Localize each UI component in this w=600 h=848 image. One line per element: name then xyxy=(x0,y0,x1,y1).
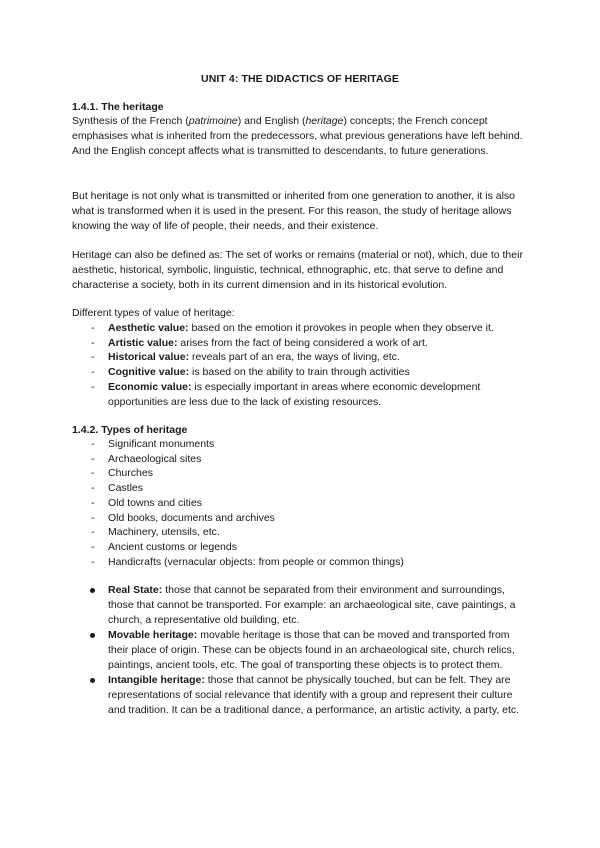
category-desc: those that cannot be physically touched, but can be felt. They are representations of social relevance that identify with a group and represent their culture and tradition. It can be a traditional dance, a performance, an artistic activity, a party, etc. xyxy=(108,674,520,716)
dash-marker: - xyxy=(91,482,95,495)
heritage-categories-list xyxy=(72,583,530,718)
dash-marker: - xyxy=(91,496,95,509)
dash-marker: - xyxy=(91,540,95,553)
dash-marker: - xyxy=(91,526,95,539)
list-item xyxy=(72,452,530,467)
paragraph-text: Synthesis of the French ( xyxy=(72,115,189,127)
bullet-marker xyxy=(90,633,95,638)
category-term: Intangible heritage: xyxy=(108,674,205,686)
list-item-text: Old books, documents and archives xyxy=(108,511,275,524)
dash-marker: - xyxy=(91,336,95,349)
italic-term-heritage: heritage xyxy=(305,115,344,127)
list-item-text: Machinery, utensils, etc. xyxy=(108,526,220,539)
list-item-historical-value xyxy=(72,350,530,365)
value-term: Historical value: xyxy=(108,351,190,364)
value-desc: based on the emotion it provokes in people when they observe it. xyxy=(188,322,494,334)
list-item-text: Castles xyxy=(108,482,144,495)
dash-marker: - xyxy=(91,366,95,379)
values-intro: Different types of value of heritage: xyxy=(72,307,235,319)
dash-marker: - xyxy=(91,511,95,524)
list-item xyxy=(72,437,530,452)
list-item xyxy=(72,511,530,526)
section-heading-heritage: 1.4.1. The heritage xyxy=(72,101,164,113)
value-term: Economic value: xyxy=(108,380,192,393)
dash-marker: - xyxy=(91,380,95,393)
paragraph-definition: Heritage can also be defined as: The set of works or remains (material or not), which, due to their aesthetic, historical, symbolic, linguistic, technical, ethnographic, etc. that serve to define and characterise a society, both in its current dimension and in its historical evolution. xyxy=(72,249,523,291)
list-item xyxy=(72,481,530,496)
value-term: Cognitive value: xyxy=(108,366,190,379)
list-item-text: Handicrafts (vernacular objects: from people or common things) xyxy=(108,555,404,568)
list-item xyxy=(72,466,530,481)
category-term: Real State: xyxy=(108,584,163,596)
list-item-text: Ancient customs or legends xyxy=(108,540,237,553)
paragraph-transformation: But heritage is not only what is transmitted or inherited from one generation to another, it is also what is transformed when it is used in the present. For this reason, the study of heritage allows knowing the way of life of people, their needs, and their existence. xyxy=(72,190,515,232)
list-item-text: Archaeological sites xyxy=(108,452,202,465)
dash-marker: - xyxy=(91,351,95,364)
dash-marker: - xyxy=(91,438,95,450)
value-term: Artistic value: xyxy=(108,336,178,349)
dash-marker: - xyxy=(91,452,95,465)
value-desc: is especially important in areas where economic development opportunities are less due to the lack of existing resources. xyxy=(108,380,481,408)
list-item-intangible-heritage xyxy=(72,673,530,718)
heritage-types-list xyxy=(72,437,530,569)
paragraph-text: ) concepts; the French concept emphasises what is inherited from the predecessors, what previous generations have left behind. And the English concept affects what is transmitted to descendants, to future generations. xyxy=(72,115,523,157)
dash-marker: - xyxy=(91,555,95,568)
list-item-text: Churches xyxy=(108,467,153,480)
dash-marker: - xyxy=(91,467,95,480)
list-item xyxy=(72,540,530,555)
values-list xyxy=(72,321,530,409)
category-term: Movable heritage: xyxy=(108,629,198,641)
value-desc: arises from the fact of being considered a work of art. xyxy=(177,336,428,349)
list-item-aesthetic-value xyxy=(72,321,530,336)
list-item-movable-heritage xyxy=(72,628,530,673)
dash-marker: - xyxy=(91,322,95,334)
category-desc: those that cannot be separated from their environment and surroundings, those that cannot be transported. For example: an archaeological site, cave paintings, a church, a representative old building, etc. xyxy=(108,584,516,626)
list-item-real-state xyxy=(72,583,530,628)
list-item xyxy=(72,496,530,511)
paragraph-text: ) and English ( xyxy=(237,115,306,127)
italic-term-patrimoine: patrimoine xyxy=(188,115,238,127)
list-item-text: Old towns and cities xyxy=(108,496,202,509)
value-desc: is based on the ability to train through activities xyxy=(189,366,410,379)
page-title: UNIT 4: THE DIDACTICS OF HERITAGE xyxy=(201,73,399,85)
list-item-artistic-value xyxy=(72,336,530,351)
bullet-marker xyxy=(90,588,95,593)
list-item xyxy=(72,555,530,570)
list-item-cognitive-value xyxy=(72,365,530,380)
value-term: Aesthetic value: xyxy=(108,322,189,334)
list-item xyxy=(72,525,530,540)
list-item-economic-value xyxy=(72,380,530,409)
list-item-text: Significant monuments xyxy=(108,438,215,450)
value-desc: reveals part of an era, the ways of living, etc. xyxy=(189,351,400,364)
section-heading-types: 1.4.2. Types of heritage xyxy=(72,424,188,436)
bullet-marker xyxy=(90,678,95,683)
category-desc: movable heritage is those that can be moved and transported from their place of origin. These can be objects found in an archaeological site, church relics, paintings, ancient tools, etc. The goal of transporting these objects is to protect them. xyxy=(108,629,515,671)
paragraph-synthesis xyxy=(72,114,530,159)
